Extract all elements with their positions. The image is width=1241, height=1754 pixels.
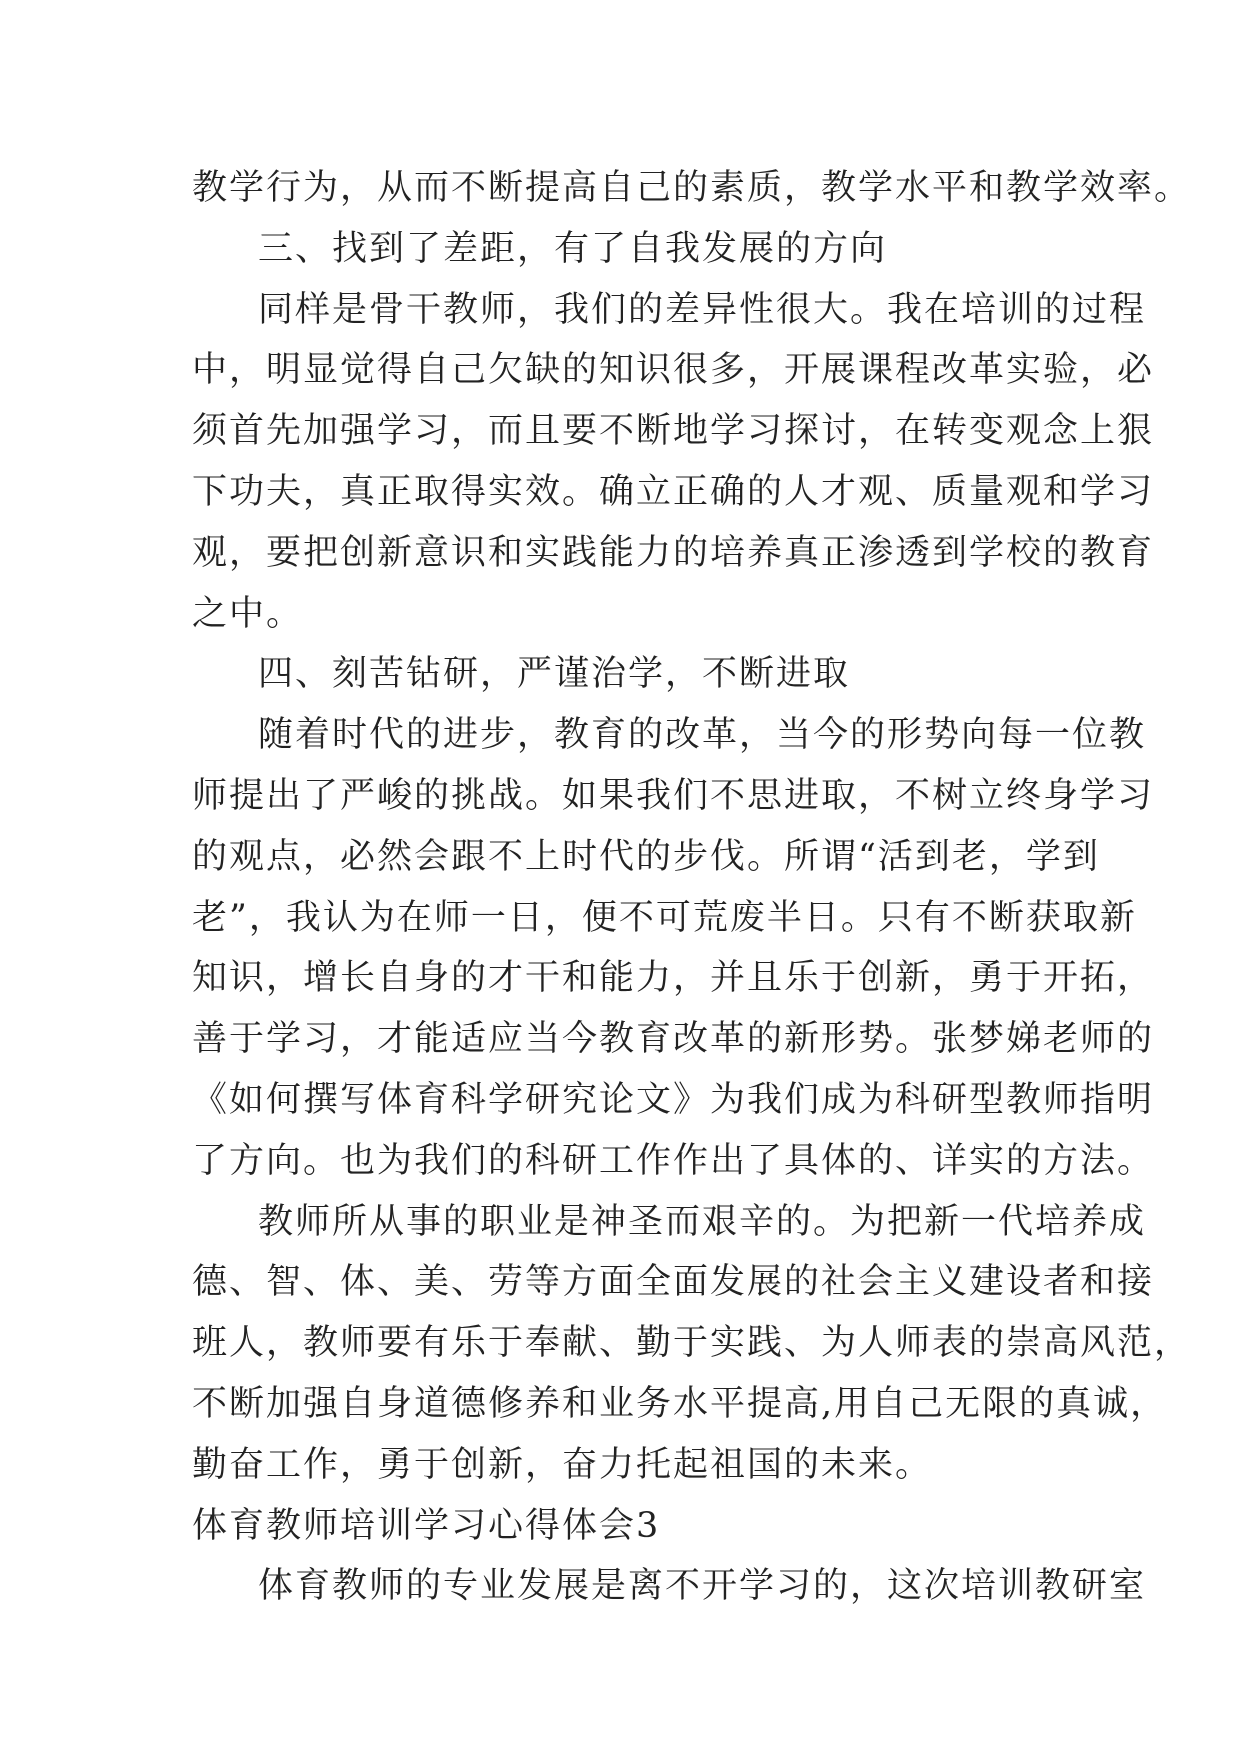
text-line: 不断加强自身道德修养和业务水平提高,用自己无限的真诚，	[192, 1383, 1168, 1424]
text-line: 班人，教师要有乐于奉献、勤于实践、为人师表的崇高风范，	[192, 1323, 1192, 1364]
text-line: 知识，增长自身的才干和能力，并且乐于创新，勇于开拓，	[192, 958, 1155, 999]
text-line: 随着时代的进步，教育的改革，当今的形势向每一位教	[258, 715, 1147, 756]
text-line: 勤奋工作，勇于创新，奋力托起祖国的未来。	[192, 1444, 933, 1485]
text-line: 观，要把创新意识和实践能力的培养真正渗透到学校的教育	[192, 532, 1155, 573]
text-line: 中，明显觉得自己欠缺的知识很多，开展课程改革实验，必	[192, 350, 1155, 391]
section-heading-3: 三、找到了差距，有了自我发展的方向	[258, 228, 888, 269]
text-line: 体育教师的专业发展是离不开学习的，这次培训教研室	[258, 1566, 1147, 1607]
text-line: 老”，我认为在师一日，便不可荒废半日。只有不断获取新	[192, 897, 1137, 938]
text-line: 的观点，必然会跟不上时代的步伐。所谓“活到老，学到	[192, 836, 1100, 877]
text-line: 善于学习，才能适应当今教育改革的新形势。张梦娣老师的	[192, 1019, 1155, 1060]
text-line: 须首先加强学习，而且要不断地学习探讨，在转变观念上狠	[192, 411, 1155, 452]
text-line: 下功夫，真正取得实效。确立正确的人才观、质量观和学习	[192, 471, 1155, 512]
text-line: 教学行为，从而不断提高自己的素质，教学水平和教学效率。	[192, 168, 1192, 208]
text-line: 《如何撰写体育科学研究论文》为我们成为科研型教师指明	[192, 1079, 1155, 1120]
text-line: 教师所从事的职业是神圣而艰辛的。为把新一代培养成	[258, 1201, 1147, 1242]
text-line: 了方向。也为我们的科研工作作出了具体的、详实的方法。	[192, 1140, 1155, 1181]
section-heading-4: 四、刻苦钻研，严谨治学，不断进取	[258, 654, 851, 695]
text-line: 之中。	[192, 593, 304, 634]
document-body	[192, 158, 1192, 1617]
article-title: 体育教师培训学习心得体会3	[192, 1505, 661, 1546]
text-line: 德、智、体、美、劳等方面全面发展的社会主义建设者和接	[192, 1262, 1155, 1303]
text-line: 师提出了严峻的挑战。如果我们不思进取，不树立终身学习	[192, 775, 1155, 816]
text-line: 同样是骨干教师，我们的差异性很大。我在培训的过程	[258, 289, 1147, 330]
